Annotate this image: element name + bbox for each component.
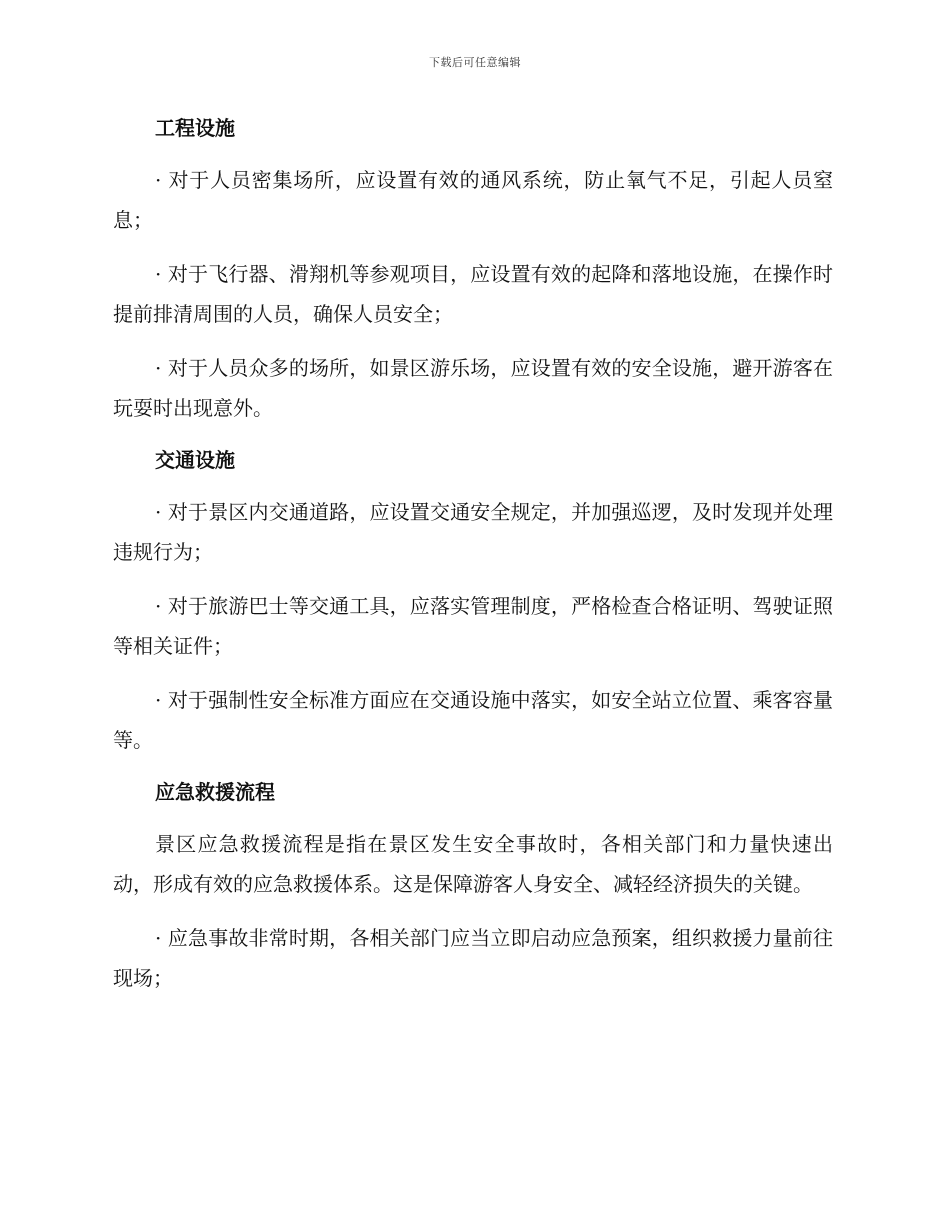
document-body	[113, 110, 833, 1012]
section-traffic-facilities	[113, 442, 833, 760]
paragraph: · 应急事故非常时期，各相关部门应当立即启动应急预案，组织救援力量前往现场；	[113, 926, 833, 990]
paragraph: · 对于人员密集场所，应设置有效的通风系统，防止氧气不足，引起人员窒息；	[113, 168, 833, 232]
paragraph: · 对于飞行器、滑翔机等参观项目，应设置有效的起降和落地设施，在操作时提前排清周围的人员，确保人员安全；	[113, 262, 833, 326]
paragraph: · 对于强制性安全标准方面应在交通设施中落实，如安全站立位置、乘客容量等。	[113, 688, 833, 752]
section-heading: 交通设施	[155, 448, 235, 472]
paragraph: 景区应急救援流程是指在景区发生安全事故时，各相关部门和力量快速出动，形成有效的应急救援体系。这是保障游客人身安全、减轻经济损失的关键。	[113, 832, 833, 896]
header-note: 下载后可任意编辑	[429, 56, 521, 69]
paragraph: · 对于景区内交通道路，应设置交通安全规定，并加强巡逻，及时发现并处理违规行为；	[113, 500, 833, 564]
section-emergency-rescue	[113, 774, 833, 998]
section-engineering-facilities	[113, 110, 833, 428]
section-heading: 应急救援流程	[155, 780, 275, 804]
paragraph: · 对于旅游巴士等交通工具，应落实管理制度，严格检查合格证明、驾驶证照等相关证件；	[113, 594, 833, 658]
section-heading: 工程设施	[155, 116, 235, 140]
paragraph: · 对于人员众多的场所，如景区游乐场，应设置有效的安全设施，避开游客在玩耍时出现意外。	[113, 356, 833, 420]
